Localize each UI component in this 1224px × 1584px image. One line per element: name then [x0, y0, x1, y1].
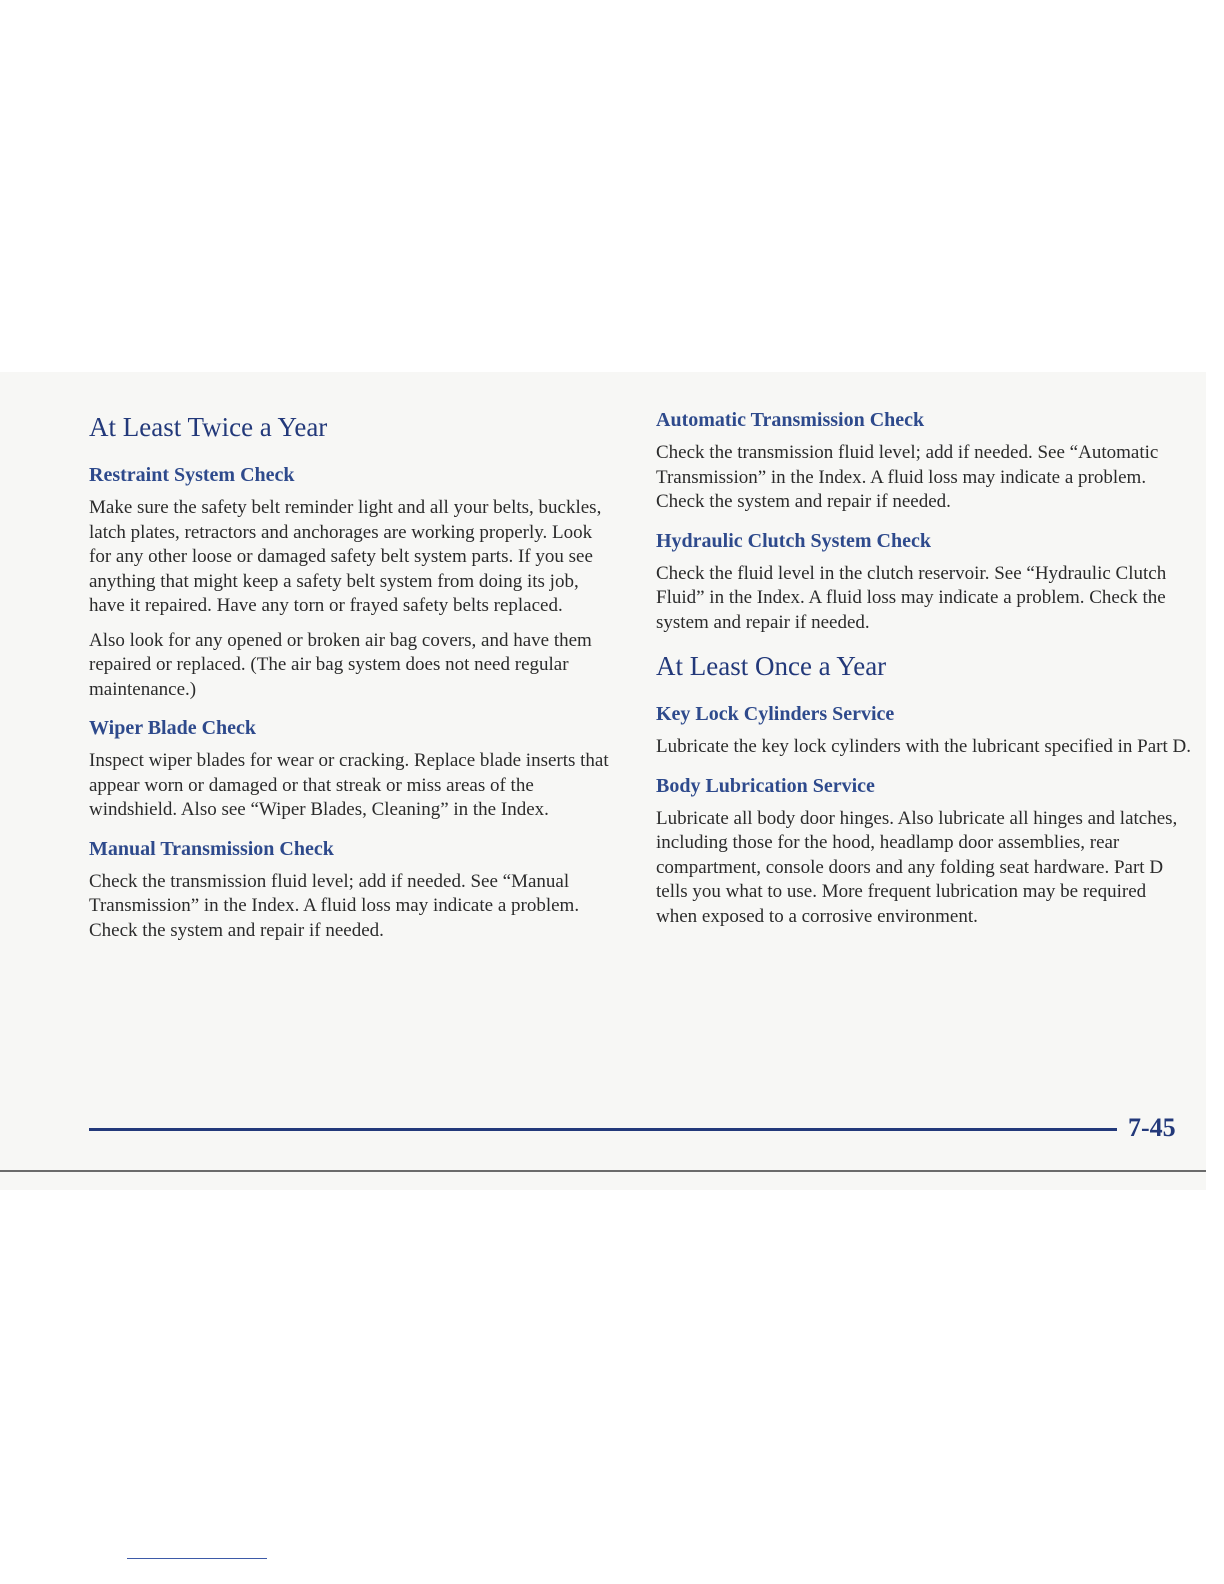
subheading-manual-transmission: Manual Transmission Check: [89, 837, 334, 860]
section-restraint-system: [89, 462, 619, 702]
scan-bottom-edge: [0, 1170, 1206, 1172]
paragraph: Lubricate the key lock cylinders with the lubricant specified in Part D.: [656, 736, 1191, 757]
subheading-hydraulic-clutch: Hydraulic Clutch System Check: [656, 529, 931, 552]
footnote-rule: [127, 1558, 267, 1559]
section-key-lock: [656, 701, 1191, 760]
section-manual-transmission: [89, 836, 619, 944]
subheading-restraint-system: Restraint System Check: [89, 464, 295, 486]
paragraph: Check the transmission fluid level; add if needed. See “Manual Transmission” in the Index. A fluid loss may indicate a problem. Check the system and repair if needed.: [89, 870, 580, 941]
heading-twice-a-year: At Least Twice a Year: [89, 412, 328, 442]
subheading-wiper-blade: Wiper Blade Check: [89, 717, 257, 739]
page-number: 7-45: [1128, 1113, 1176, 1142]
section-body-lubrication: [656, 773, 1191, 930]
heading-once-a-year: At Least Once a Year: [656, 651, 887, 681]
paragraph: Lubricate all body door hinges. Also lubricate all hinges and latches, including those for the hood, headlamp door assemblies, rear compartment, console doors and any folding seat hardware. Part D tells you what to use. More frequent lubrication may be required when exposed to a corrosive environment.: [656, 807, 1178, 927]
section-hydraulic-clutch: [656, 528, 1191, 636]
subheading-body-lubrication: Body Lubrication Service: [656, 774, 875, 797]
footer-rule: [89, 1128, 1117, 1131]
paragraph: Check the transmission fluid level; add if needed. See “Automatic Transmission” in the Index. A fluid loss may indicate a problem. Check the system and repair if needed.: [656, 442, 1159, 512]
subheading-key-lock: Key Lock Cylinders Service: [656, 703, 895, 725]
left-column: [89, 409, 619, 956]
section-automatic-transmission: [656, 407, 1191, 515]
paragraph: Check the fluid level in the clutch reservoir. See “Hydraulic Clutch Fluid” in the Index. A fluid loss may indicate a problem. Check the system and repair if needed.: [656, 562, 1167, 633]
paragraph: Also look for any opened or broken air bag covers, and have them repaired or replaced. (The air bag system does not need regular maintenance.): [89, 629, 592, 700]
subheading-automatic-transmission: Automatic Transmission Check: [656, 409, 925, 431]
paragraph: Inspect wiper blades for wear or cracking. Replace blade inserts that appear worn or damaged or that streak or miss areas of the windshield. Also see “Wiper Blades, Cleaning” in the Index.: [89, 750, 609, 820]
right-column: [656, 407, 1191, 942]
section-wiper-blade: [89, 715, 619, 823]
paragraph: Make sure the safety belt reminder light and all your belts, buckles, latch plates, retractors and anchorages are working properly. Look for any other loose or damaged safety belt system parts. If you see anything that might keep a safety belt system from doing its job, have it repaired. Have any torn or frayed safety belts replaced.: [89, 497, 602, 616]
